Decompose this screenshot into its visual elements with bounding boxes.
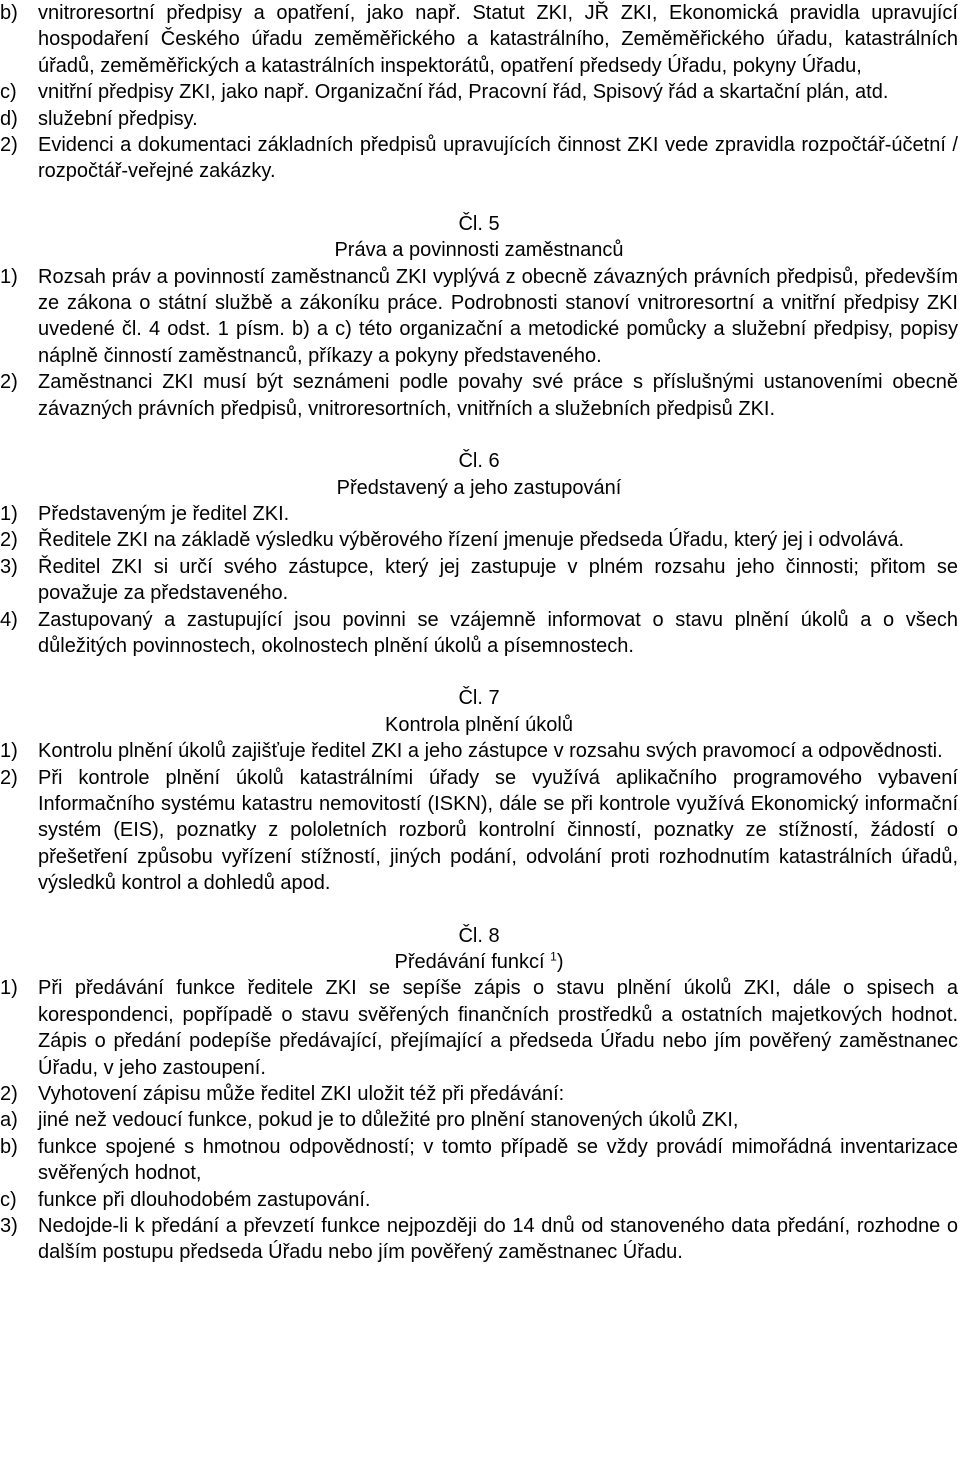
paragraph-number: 2) — [0, 766, 18, 789]
article-title — [0, 949, 958, 975]
list-item — [0, 1187, 958, 1213]
list-text: vnitřní předpisy ZKI, jako např. Organizační řád, Pracovní řád, Spisový řád a skartační plán, atd. — [38, 81, 889, 104]
paragraph-text: Ředitele ZKI na základě výsledku výběrového řízení jmenuje předseda Úřadu, který jej i odvolává. — [38, 529, 905, 552]
list-text: funkce spojené s hmotnou odpovědností; v tomto případě se vždy provádí mimořádná inventarizace svěřených hodnot, — [38, 1135, 958, 1185]
paragraph-text: Při předávání funkce ředitele ZKI se sepíše zápis o stavu plnění úkolů ZKI, dále o spisech a korespondenci, popřípadě o stavu svěřených finančních prostředků a ostatních majetkových hodnot. Zápis o předání podepíše předávající, přejímající a předseda Úřadu nebo jím pověřený zaměstnanec Úřadu, v jeho zastoupení. — [38, 977, 958, 1079]
paragraph — [0, 264, 958, 370]
paragraph-text: Vyhotovení zápisu může ředitel ZKI uložit též při předávání: — [38, 1083, 565, 1106]
list-text: služební předpisy. — [38, 107, 198, 130]
list-label: c) — [0, 81, 17, 104]
article-title: Práva a povinnosti zaměstnanců — [334, 239, 624, 262]
paragraph-text: Zaměstnanci ZKI musí být seznámeni podle povahy své práce s příslušnými ustanoveními obecně závazných právních předpisů, vnitroresortních, vnitřních a služebních předpisů ZKI. — [38, 371, 958, 420]
article-heading — [0, 685, 958, 738]
paragraph — [0, 607, 958, 660]
paragraph-text: Představeným je ředitel ZKI. — [38, 502, 290, 525]
paragraph-number: 1) — [0, 977, 18, 1000]
paragraph-text: Rozsah práv a povinností zaměstnanců ZKI vyplývá z obecně závazných právních předpisů, především ze zákona o státní službě a zákoníku práce. Podrobnosti stanoví vnitroresortní a vnitřní předpisy ZKI uvedené čl. 4 odst. 1 písm. b) a c) této organizační a metodické pomůcky a služební předpisy, popisy náplně činností zaměstnanců, příkazy a pokyny představeného. — [38, 265, 958, 367]
paragraph — [0, 738, 958, 764]
list-label: d) — [0, 107, 18, 130]
article-number: Čl. 7 — [458, 687, 500, 710]
paragraph — [0, 501, 958, 527]
paragraph-number: 3) — [0, 1215, 18, 1238]
article-title-text: Předávání funkcí — [394, 951, 545, 973]
article-heading — [0, 448, 958, 501]
paragraph-number: 4) — [0, 608, 18, 631]
list-text: vnitroresortní předpisy a opatření, jako např. Statut ZKI, JŘ ZKI, Ekonomická pravidla upravující hospodaření Českého úřadu zeměměřického a katastrálního, Zeměměřického úřadu, katastrálních úřadů, zeměměřických a katastrálních inspektorátů, opatření předsedy Úřadu, pokyny Úřadu, — [38, 2, 958, 77]
list-item — [0, 0, 958, 79]
list-text: jiné než vedoucí funkce, pokud je to důležité pro plnění stanovených úkolů ZKI, — [38, 1109, 739, 1132]
paragraph-text: Nedojde-li k předání a převzetí funkce nejpozději do 14 dnů od stanoveného data předání, rozhodne o dalším postupu předseda Úřadu nebo jím pověřený zaměstnanec Úřadu. — [38, 1215, 958, 1264]
paragraph — [0, 1213, 958, 1266]
paragraph-number: 3) — [0, 555, 18, 578]
paragraph — [0, 765, 958, 897]
list-item — [0, 1107, 958, 1133]
paragraph-text: Zastupovaný a zastupující jsou povinni se vzájemně informovat o stavu plnění úkolů a o všech důležitých povinnostech, okolnostech plnění úkolů a písemnostech. — [38, 608, 958, 657]
list-label: b) — [0, 1135, 18, 1158]
paragraph-text: Ředitel ZKI si určí svého zástupce, který jej zastupuje v plném rozsahu jeho činnosti; přitom se považuje za představeného. — [38, 555, 958, 605]
list-text: funkce při dlouhodobém zastupování. — [38, 1188, 371, 1211]
list-label: c) — [0, 1188, 17, 1211]
paragraph-text: Kontrolu plnění úkolů zajišťuje ředitel ZKI a jeho zástupce v rozsahu svých pravomocí a odpovědnosti. — [38, 740, 943, 763]
article-number: Čl. 6 — [458, 450, 500, 473]
list-label: b) — [0, 2, 18, 24]
paragraph — [0, 132, 958, 185]
paragraph — [0, 1081, 958, 1107]
list-label: a) — [0, 1109, 18, 1132]
article-title-tail: ) — [556, 951, 564, 973]
paragraph-number: 2) — [0, 134, 18, 157]
article-title: Představený a jeho zastupování — [336, 476, 622, 499]
paragraph — [0, 527, 958, 553]
article-number: Čl. 5 — [458, 212, 500, 235]
article-heading — [0, 211, 958, 264]
paragraph — [0, 975, 958, 1081]
paragraph-text: Při kontrole plnění úkolů katastrálními úřady se využívá aplikačního programového vybavení Informačního systému katastru nemovitostí (ISKN), dále se při kontrole využívá Ekonomický informační systém (EIS), poznatky z pololetních rozborů kontrolní činností, poznatky ze stížností, žádostí o přešetření způsobu vyřízení stížností, jiných podání, odvolání proti rozhodnutím katastrálních úřadů, výsledků kontrol a dohledů apod. — [38, 766, 958, 895]
article-number: Čl. 8 — [458, 924, 500, 947]
paragraph-number: 2) — [0, 529, 18, 552]
article-heading — [0, 923, 958, 976]
paragraph-number: 1) — [0, 502, 18, 525]
list-item — [0, 79, 958, 105]
paragraph-number: 1) — [0, 265, 18, 288]
list-item — [0, 1134, 958, 1187]
paragraph-number: 2) — [0, 371, 18, 394]
paragraph — [0, 369, 958, 422]
footnote-marker: 1 — [550, 949, 557, 964]
paragraph-number: 1) — [0, 740, 18, 763]
paragraph-number: 2) — [0, 1083, 18, 1106]
article-title: Kontrola plnění úkolů — [385, 713, 573, 736]
paragraph — [0, 554, 958, 607]
list-item — [0, 106, 958, 132]
paragraph-text: Evidenci a dokumentaci základních předpisů upravujících činnost ZKI vede zpravidla rozpočtář-účetní / rozpočtář-veřejné zakázky. — [38, 134, 958, 183]
